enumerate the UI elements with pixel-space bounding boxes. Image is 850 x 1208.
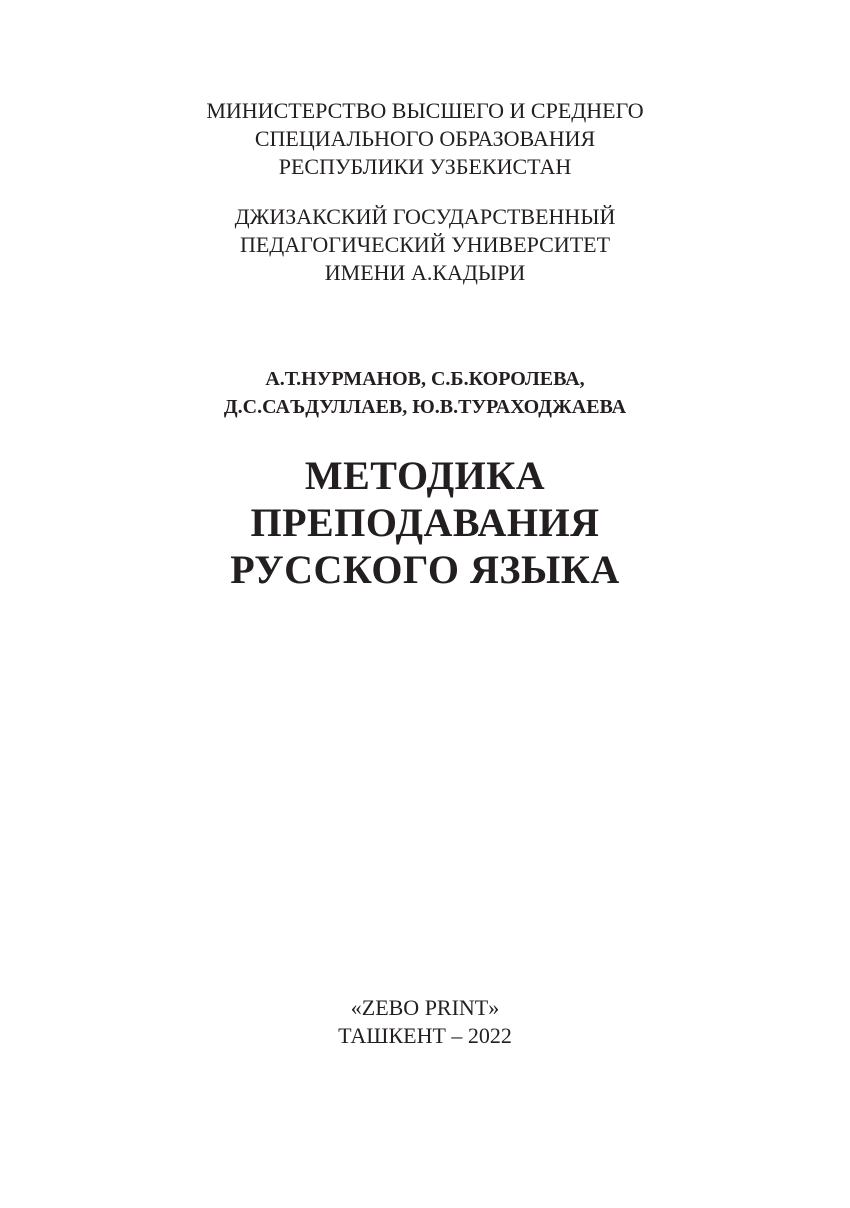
authors [0, 365, 850, 421]
book-title-line-2: ПРЕПОДАВАНИЯ [250, 500, 600, 545]
ministry-line-2: СПЕЦИАЛЬНОГО ОБРАЗОВАНИЯ [254, 126, 596, 151]
ministry-line-3: РЕСПУБЛИКИ УЗБЕКИСТАН [278, 154, 572, 179]
book-title-line-1: МЕТОДИКА [304, 453, 546, 498]
publisher-city-year: ТАШКЕНТ – 2022 [338, 1023, 512, 1048]
university-line-3: ИМЕНИ А.КАДЫРИ [324, 260, 526, 285]
book-title-line-3: РУССКОГО ЯЗЫКА [230, 547, 620, 592]
book-title [0, 452, 850, 593]
authors-line-1: А.Т.НУРМАНОВ, С.Б.КОРОЛЕВА, [265, 368, 585, 390]
publisher-imprint [0, 994, 850, 1050]
authors-line-2: Д.С.САЪДУЛЛАЕВ, Ю.В.ТУРАХОДЖАЕВА [223, 396, 627, 418]
ministry-heading [0, 97, 850, 181]
university-heading [0, 203, 850, 287]
university-line-1: ДЖИЗАКСКИЙ ГОСУДАРСТВЕННЫЙ [234, 204, 616, 229]
publisher-name: «ZEBO PRINT» [350, 995, 500, 1020]
university-line-2: ПЕДАГОГИЧЕСКИЙ УНИВЕРСИТЕТ [239, 232, 611, 257]
ministry-line-1: МИНИСТЕРСТВО ВЫСШЕГО И СРЕДНЕГО [206, 98, 644, 123]
